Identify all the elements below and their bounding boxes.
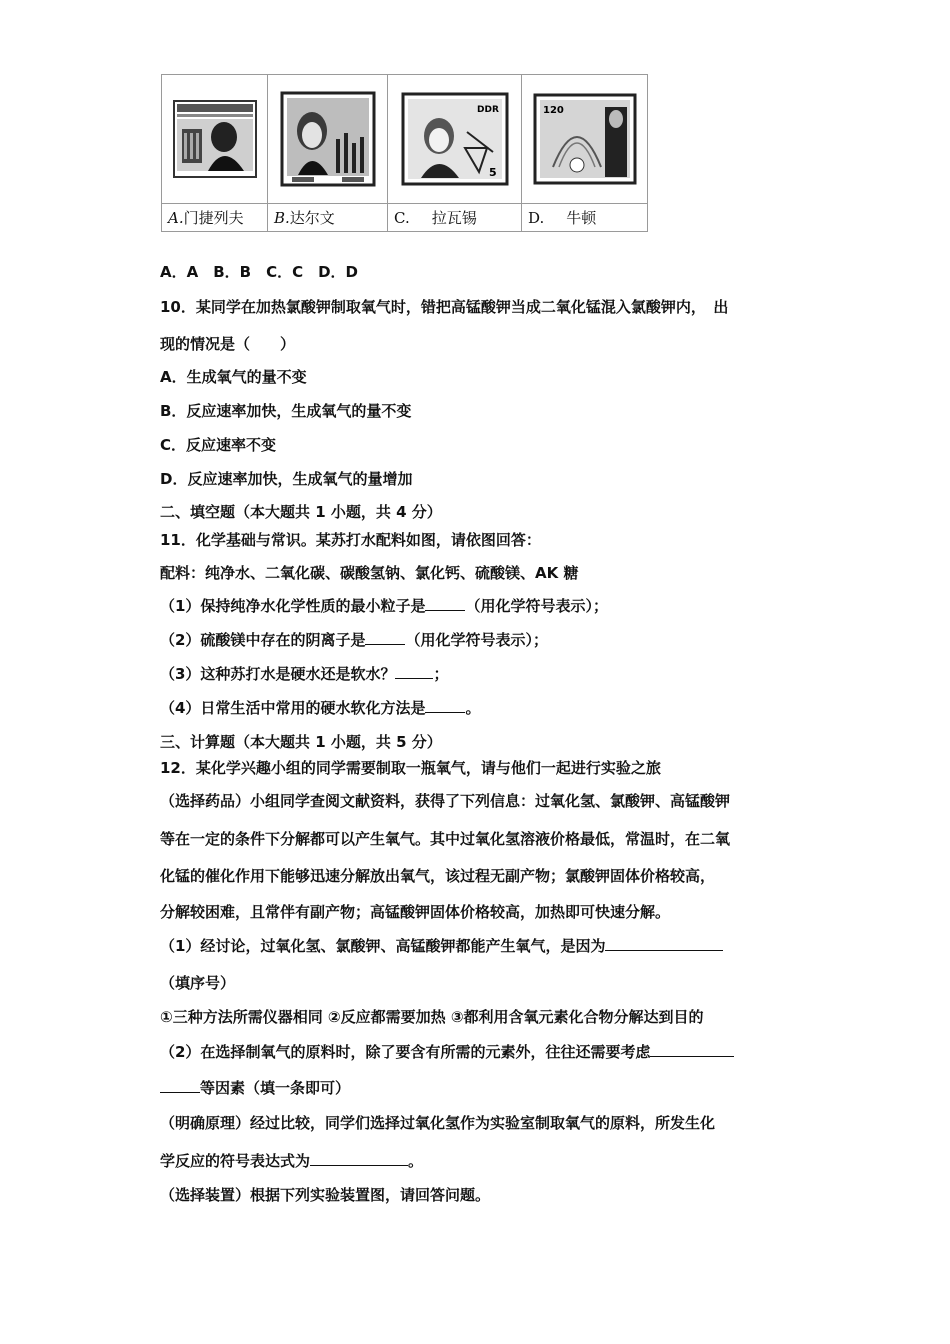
q11-sub1 (160, 595, 608, 616)
stamp-cell-d (522, 75, 648, 204)
caption-name: 牛顿 (566, 209, 597, 227)
q12-choices: ①三种方法所需仪器相同 ②反应都需要加热 ③都利用含氧元素化合物分解达到目的 (160, 1008, 704, 1026)
section2-title: 二、填空题（本大题共 1 小题，共 4 分） (160, 503, 442, 521)
q12-sub2-note: 等因素（填一条即可） (200, 1079, 351, 1097)
q11-sub4-note: 。 (465, 699, 481, 717)
q12-principle-line2 (160, 1150, 423, 1171)
q11-sub1-note: （用化学符号表示）； (465, 597, 608, 615)
q12-para1-line3: 化锰的催化作用下能够迅速分解放出氧气，该过程无副产物；氯酸钾固体价格较高， (160, 867, 716, 885)
q12-principle-end: 。 (408, 1152, 424, 1170)
q12-sub1-note: （填序号） (160, 974, 236, 992)
q12-sub2 (160, 1041, 734, 1062)
q12-sub2-cont (160, 1077, 350, 1098)
caption-name: 达尔文 (289, 209, 335, 227)
stamp-caption-c (388, 204, 522, 232)
q12-apparatus: （选择装置）根据下列实验装置图，请回答问题。 (160, 1186, 491, 1204)
q10-option-c: C．反应速率不变 (160, 436, 277, 454)
answer-blank[interactable] (310, 1151, 408, 1166)
q11-sub3 (160, 663, 448, 684)
stamp-newton-image (522, 93, 647, 185)
stamp-lavoisier-image (388, 92, 521, 186)
q9-options: A．A B．B C．C D．D (160, 263, 359, 281)
answer-blank[interactable] (395, 664, 433, 679)
q12-sub2-prompt: （2）在选择制氧气的原料时，除了要含有所需的元素外，往往还需要考虑 (160, 1043, 651, 1061)
stamps-table (161, 74, 648, 232)
q12-sub1-prompt: （1）经讨论，过氧化氢、氯酸钾、高锰酸钾都能产生氧气，是因为 (160, 937, 606, 955)
q12-sub1 (160, 935, 723, 956)
stamp-cell-b (268, 75, 388, 204)
q12-principle-prompt: 学反应的符号表达式为 (160, 1152, 311, 1170)
answer-blank[interactable] (365, 630, 405, 645)
q11-sub4-prompt: （4）日常生活中常用的硬水软化方法是 (160, 699, 426, 717)
q11-stem: 11．化学基础与常识。某苏打水配料如图，请依图回答： (160, 531, 541, 549)
caption-letter: A. (168, 209, 184, 227)
q11-sub3-note: ； (433, 665, 449, 683)
answer-blank[interactable] (425, 698, 465, 713)
q10-option-a: A．生成氧气的量不变 (160, 368, 307, 386)
q10-stem-line2: 现的情况是（ ） (160, 335, 296, 353)
q11-sub2-note: （用化学符号表示）； (405, 631, 548, 649)
stamp-mendeleev-image (162, 99, 267, 179)
answer-blank[interactable] (605, 936, 723, 951)
q10-option-d: D．反应速率加快，生成氧气的量增加 (160, 470, 413, 488)
caption-name: 拉瓦锡 (431, 209, 477, 227)
q10-option-b: B．反应速率加快，生成氧气的量不变 (160, 402, 412, 420)
section3-title: 三、计算题（本大题共 1 小题，共 5 分） (160, 733, 442, 751)
caption-letter: D. (528, 209, 545, 227)
stamp-d-value: 120 (542, 105, 564, 116)
stamp-cell-a (162, 75, 268, 204)
stamp-caption-d (522, 204, 648, 232)
stamp-cell-c (388, 75, 522, 204)
q11-sub2 (160, 629, 548, 650)
q10-stem-line1: 10．某同学在加热氯酸钾制取氧气时，错把高锰酸钾当成二氧化锰混入氯酸钾内， 出 (160, 298, 729, 316)
q12-stem: 12．某化学兴趣小组的同学需要制取一瓶氧气，请与他们一起进行实验之旅 (160, 759, 661, 777)
answer-blank[interactable] (425, 596, 465, 611)
caption-letter: B. (274, 209, 290, 227)
stamp-c-country: DDR (476, 105, 499, 115)
q11-sub1-prompt: （1）保持纯净水化学性质的最小粒子是 (160, 597, 426, 615)
q12-principle-line1: （明确原理）经过比较，同学们选择过氧化氢作为实验室制取氧气的原料，所发生化 (160, 1114, 716, 1132)
q11-sub2-prompt: （2）硫酸镁中存在的阴离子是 (160, 631, 366, 649)
answer-blank[interactable] (650, 1042, 734, 1057)
stamp-c-value: 5 (488, 166, 497, 179)
q12-para1-line2: 等在一定的条件下分解都可以产生氧气。其中过氧化氢溶液价格最低，常温时，在二氧 (160, 830, 731, 848)
q11-ingredients: 配料：纯净水、二氧化碳、碳酸氢钠、氯化钙、硫酸镁、AK 糖 (160, 564, 579, 582)
caption-letter: C. (394, 209, 410, 227)
stamp-caption-b (268, 204, 388, 232)
stamp-darwin-image (268, 91, 387, 187)
stamp-caption-a (162, 204, 268, 232)
q12-para1-line1: （选择药品）小组同学查阅文献资料，获得了下列信息：过氧化氢、氯酸钾、高锰酸钾 (160, 792, 731, 810)
caption-name: 门捷列夫 (183, 209, 244, 227)
q12-para1-line4: 分解较困难，且常伴有副产物；高锰酸钾固体价格较高，加热即可快速分解。 (160, 903, 671, 921)
answer-blank[interactable] (160, 1078, 200, 1093)
q11-sub4 (160, 697, 480, 718)
q11-sub3-prompt: （3）这种苏打水是硬水还是软水？ (160, 665, 396, 683)
